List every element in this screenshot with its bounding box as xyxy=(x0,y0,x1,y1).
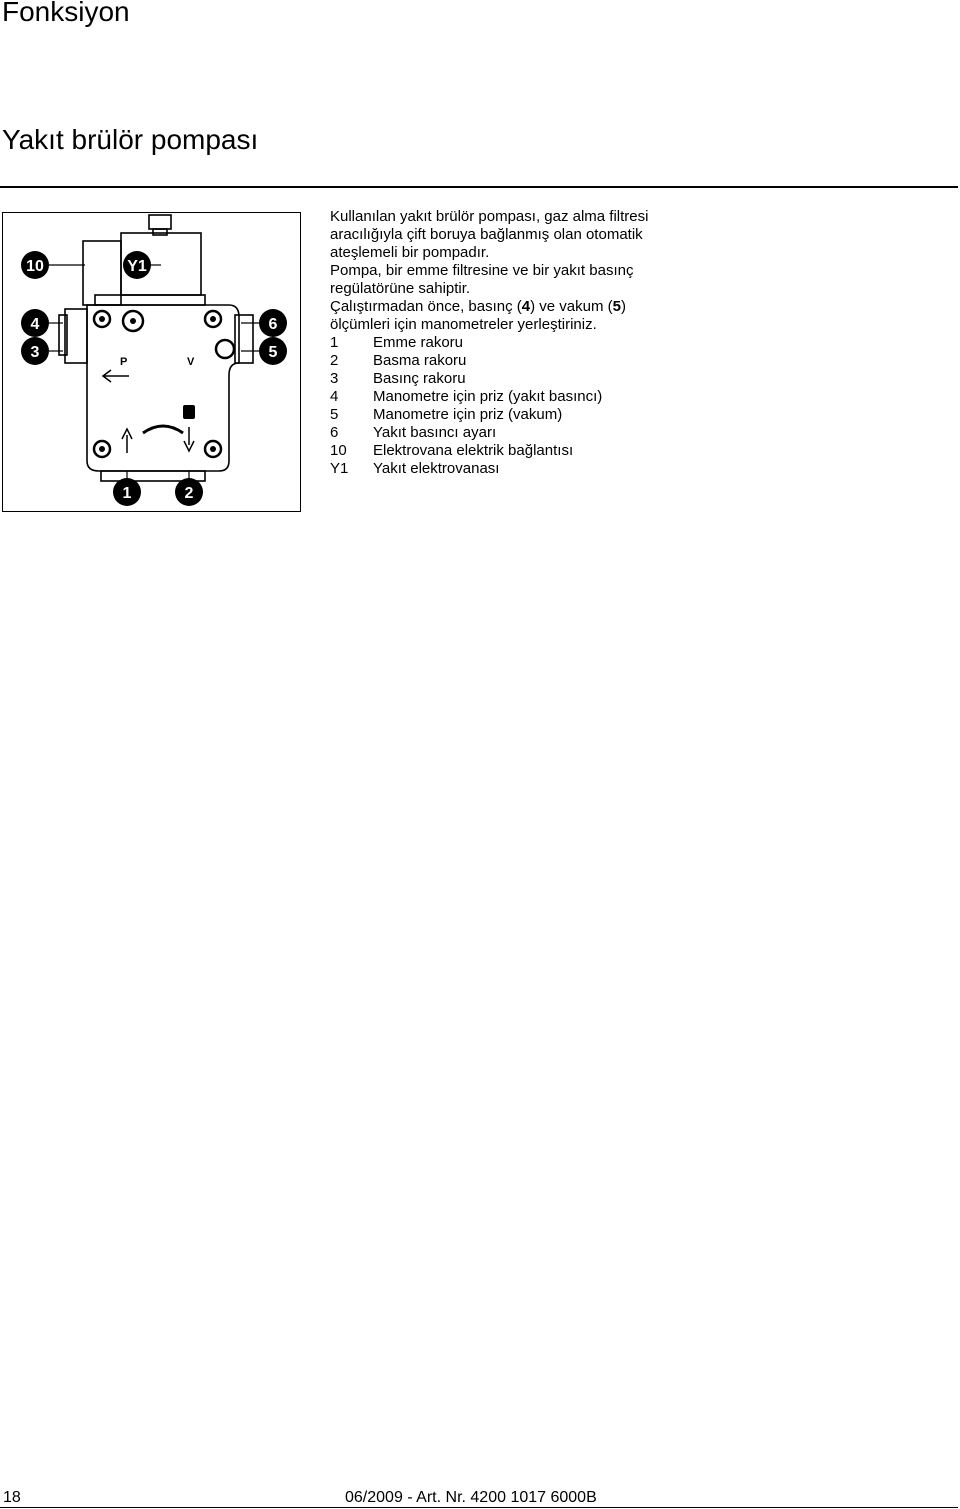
callout-y1 xyxy=(123,251,151,279)
description-para-2: Pompa, bir emme filtresine ve bir yakıt basınç regülatörüne sahiptir. xyxy=(330,262,634,297)
footer-divider xyxy=(0,1507,958,1508)
port-p-label: P xyxy=(120,356,128,368)
callout-10 xyxy=(21,251,49,279)
title-divider xyxy=(0,186,958,188)
page-number: 18 xyxy=(3,1489,21,1506)
description-block xyxy=(330,208,650,478)
callout-2 xyxy=(175,478,203,506)
legend-item: Y1 Yakıt elektrovanası xyxy=(330,460,500,477)
legend-item: 4 Manometre için priz (yakıt basıncı) xyxy=(330,388,603,405)
legend-item: 1 Emme rakoru xyxy=(330,334,464,351)
callout-6 xyxy=(259,309,287,337)
callout-3 xyxy=(21,337,49,365)
svg-text:Y1: Y1 xyxy=(127,258,147,275)
callout-1 xyxy=(113,478,141,506)
article-number: 06/2009 - Art. Nr. 4200 1017 6000B xyxy=(345,1489,597,1506)
port-v-label: V xyxy=(187,356,195,368)
callout-5 xyxy=(259,337,287,365)
legend-item: 10 Elektrovana elektrik bağlantısı xyxy=(330,442,574,459)
section-title: Fonksiyon xyxy=(2,0,130,27)
svg-text:2: 2 xyxy=(184,485,194,502)
description-para-1: Kullanılan yakıt brülör pompası, gaz alma filtresi aracılığıyla çift boruya bağlanmış olan otomatik ateşlemeli bir pompadır. xyxy=(330,208,649,261)
legend-item: 3 Basınç rakoru xyxy=(330,370,466,387)
svg-text:1: 1 xyxy=(122,485,132,502)
top-nut xyxy=(149,215,171,229)
svg-text:5: 5 xyxy=(268,344,278,361)
legend-list xyxy=(330,334,650,478)
svg-text:6: 6 xyxy=(268,316,278,333)
page-title: Yakıt brülör pompası xyxy=(2,124,259,155)
pump-figure xyxy=(2,212,301,512)
legend-item: 6 Yakıt basıncı ayarı xyxy=(330,424,497,441)
callout-4 xyxy=(21,309,49,337)
left-nozzle xyxy=(65,309,87,363)
legend-item: 2 Basma rakoru xyxy=(330,352,467,369)
pump-drawing xyxy=(3,213,301,512)
svg-text:4: 4 xyxy=(30,316,40,333)
svg-text:10: 10 xyxy=(26,258,44,275)
legend-item: 5 Manometre için priz (vakum) xyxy=(330,406,563,423)
right-nozzle xyxy=(235,315,253,363)
description-para-3: Çalıştırmadan önce, basınç (4) ve vakum (5) ölçümleri için manometreler yerleştiriniz. xyxy=(330,298,626,333)
svg-text:3: 3 xyxy=(30,344,40,361)
